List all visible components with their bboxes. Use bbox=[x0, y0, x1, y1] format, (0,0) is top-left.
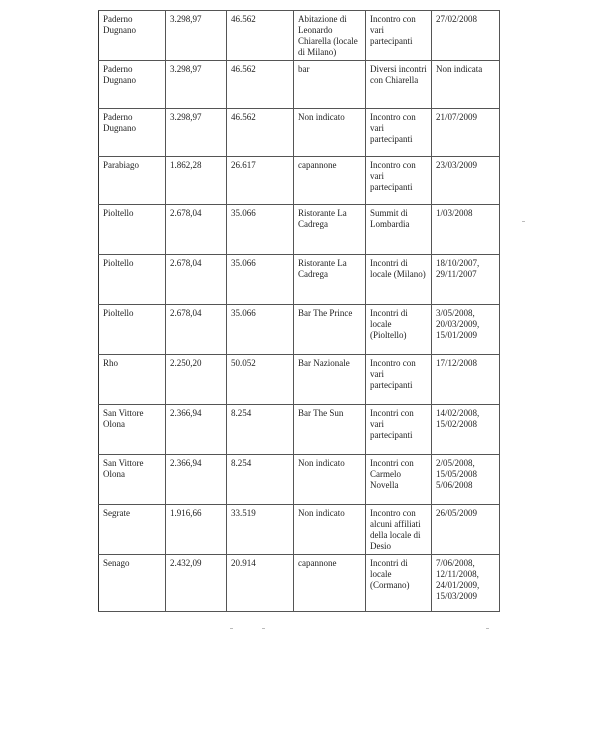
cell-tipo-incontro: Incontri di locale (Pioltello) bbox=[366, 305, 432, 355]
cell-comune: Pioltello bbox=[99, 305, 166, 355]
cell-luogo: Non indicato bbox=[294, 505, 366, 555]
cell-luogo: capannone bbox=[294, 157, 366, 205]
cell-data: Non indicata bbox=[432, 61, 500, 109]
cell-comune: San Vittore Olona bbox=[99, 455, 166, 505]
cell-kmq: 2.678,04 bbox=[166, 255, 227, 305]
table-row bbox=[99, 305, 500, 355]
cell-tipo-incontro: Summit di Lombardia bbox=[366, 205, 432, 255]
cell-tipo-incontro: Incontro con vari partecipanti bbox=[366, 355, 432, 405]
cell-tipo-incontro: Incontro con vari partecipanti bbox=[366, 157, 432, 205]
cell-luogo: bar bbox=[294, 61, 366, 109]
cell-comune: San Vittore Olona bbox=[99, 405, 166, 455]
cell-comune: Senago bbox=[99, 555, 166, 612]
scan-speck bbox=[522, 221, 525, 222]
cell-tipo-incontro: Incontri con Carmelo Novella bbox=[366, 455, 432, 505]
table-row bbox=[99, 505, 500, 555]
cell-data: 26/05/2009 bbox=[432, 505, 500, 555]
cell-tipo-incontro: Incontro con alcuni affiliati della locale di Desio bbox=[366, 505, 432, 555]
table-row bbox=[99, 255, 500, 305]
cell-comune: Parabiago bbox=[99, 157, 166, 205]
cell-luogo: Bar The Prince bbox=[294, 305, 366, 355]
cell-abitanti: 8.254 bbox=[227, 455, 294, 505]
cell-data: 14/02/2008, 15/02/2008 bbox=[432, 405, 500, 455]
cell-abitanti: 50.052 bbox=[227, 355, 294, 405]
scan-speck bbox=[230, 628, 233, 629]
cell-luogo: Non indicato bbox=[294, 109, 366, 157]
cell-comune: Rho bbox=[99, 355, 166, 405]
cell-data: 27/02/2008 bbox=[432, 11, 500, 61]
cell-abitanti: 46.562 bbox=[227, 61, 294, 109]
cell-abitanti: 46.562 bbox=[227, 11, 294, 61]
cell-data: 18/10/2007, 29/11/2007 bbox=[432, 255, 500, 305]
cell-data: 17/12/2008 bbox=[432, 355, 500, 405]
cell-comune: Pioltello bbox=[99, 205, 166, 255]
cell-abitanti: 33.519 bbox=[227, 505, 294, 555]
table-row bbox=[99, 61, 500, 109]
cell-kmq: 2.250,20 bbox=[166, 355, 227, 405]
scan-speck bbox=[262, 628, 265, 629]
cell-kmq: 3.298,97 bbox=[166, 61, 227, 109]
table-row bbox=[99, 355, 500, 405]
cell-data: 7/06/2008, 12/11/2008, 24/01/2009, 15/03/2009 bbox=[432, 555, 500, 612]
cell-tipo-incontro: Incontro con vari partecipanti bbox=[366, 11, 432, 61]
cell-luogo: Bar The Sun bbox=[294, 405, 366, 455]
cell-data: 2/05/2008, 15/05/2008 5/06/2008 bbox=[432, 455, 500, 505]
cell-kmq: 2.678,04 bbox=[166, 305, 227, 355]
cell-kmq: 3.298,97 bbox=[166, 109, 227, 157]
table-row bbox=[99, 205, 500, 255]
table-row bbox=[99, 555, 500, 612]
cell-abitanti: 35.066 bbox=[227, 255, 294, 305]
cell-comune: Segrate bbox=[99, 505, 166, 555]
table-row bbox=[99, 11, 500, 61]
cell-abitanti: 8.254 bbox=[227, 405, 294, 455]
cell-luogo: Ristorante La Cadrega bbox=[294, 205, 366, 255]
table-row bbox=[99, 109, 500, 157]
cell-comune: Paderno Dugnano bbox=[99, 61, 166, 109]
cell-tipo-incontro: Incontri con vari partecipanti bbox=[366, 405, 432, 455]
cell-abitanti: 26.617 bbox=[227, 157, 294, 205]
cell-luogo: Abitazione di Leonardo Chiarella (locale di Milano) bbox=[294, 11, 366, 61]
scan-speck bbox=[486, 628, 489, 629]
cell-abitanti: 46.562 bbox=[227, 109, 294, 157]
cell-luogo: Bar Nazionale bbox=[294, 355, 366, 405]
cell-comune: Pioltello bbox=[99, 255, 166, 305]
cell-kmq: 1.916,66 bbox=[166, 505, 227, 555]
cell-data: 23/03/2009 bbox=[432, 157, 500, 205]
cell-tipo-incontro: Incontro con vari partecipanti bbox=[366, 109, 432, 157]
cell-data: 1/03/2008 bbox=[432, 205, 500, 255]
cell-abitanti: 20.914 bbox=[227, 555, 294, 612]
cell-comune: Paderno Dugnano bbox=[99, 109, 166, 157]
cell-tipo-incontro: Incontri di locale (Milano) bbox=[366, 255, 432, 305]
cell-luogo: Ristorante La Cadrega bbox=[294, 255, 366, 305]
cell-abitanti: 35.066 bbox=[227, 205, 294, 255]
cell-kmq: 2.432,09 bbox=[166, 555, 227, 612]
cell-data: 3/05/2008, 20/03/2009, 15/01/2009 bbox=[432, 305, 500, 355]
cell-kmq: 2.366,94 bbox=[166, 405, 227, 455]
cell-kmq: 3.298,97 bbox=[166, 11, 227, 61]
cell-luogo: capannone bbox=[294, 555, 366, 612]
cell-kmq: 2.366,94 bbox=[166, 455, 227, 505]
cell-abitanti: 35.066 bbox=[227, 305, 294, 355]
cell-luogo: Non indicato bbox=[294, 455, 366, 505]
document-table bbox=[98, 10, 500, 612]
table-row bbox=[99, 455, 500, 505]
cell-comune: Paderno Dugnano bbox=[99, 11, 166, 61]
cell-kmq: 1.862,28 bbox=[166, 157, 227, 205]
cell-tipo-incontro: Incontri di locale (Cormano) bbox=[366, 555, 432, 612]
cell-kmq: 2.678,04 bbox=[166, 205, 227, 255]
table-row bbox=[99, 157, 500, 205]
cell-data: 21/07/2009 bbox=[432, 109, 500, 157]
cell-tipo-incontro: Diversi incontri con Chiarella bbox=[366, 61, 432, 109]
table-row bbox=[99, 405, 500, 455]
